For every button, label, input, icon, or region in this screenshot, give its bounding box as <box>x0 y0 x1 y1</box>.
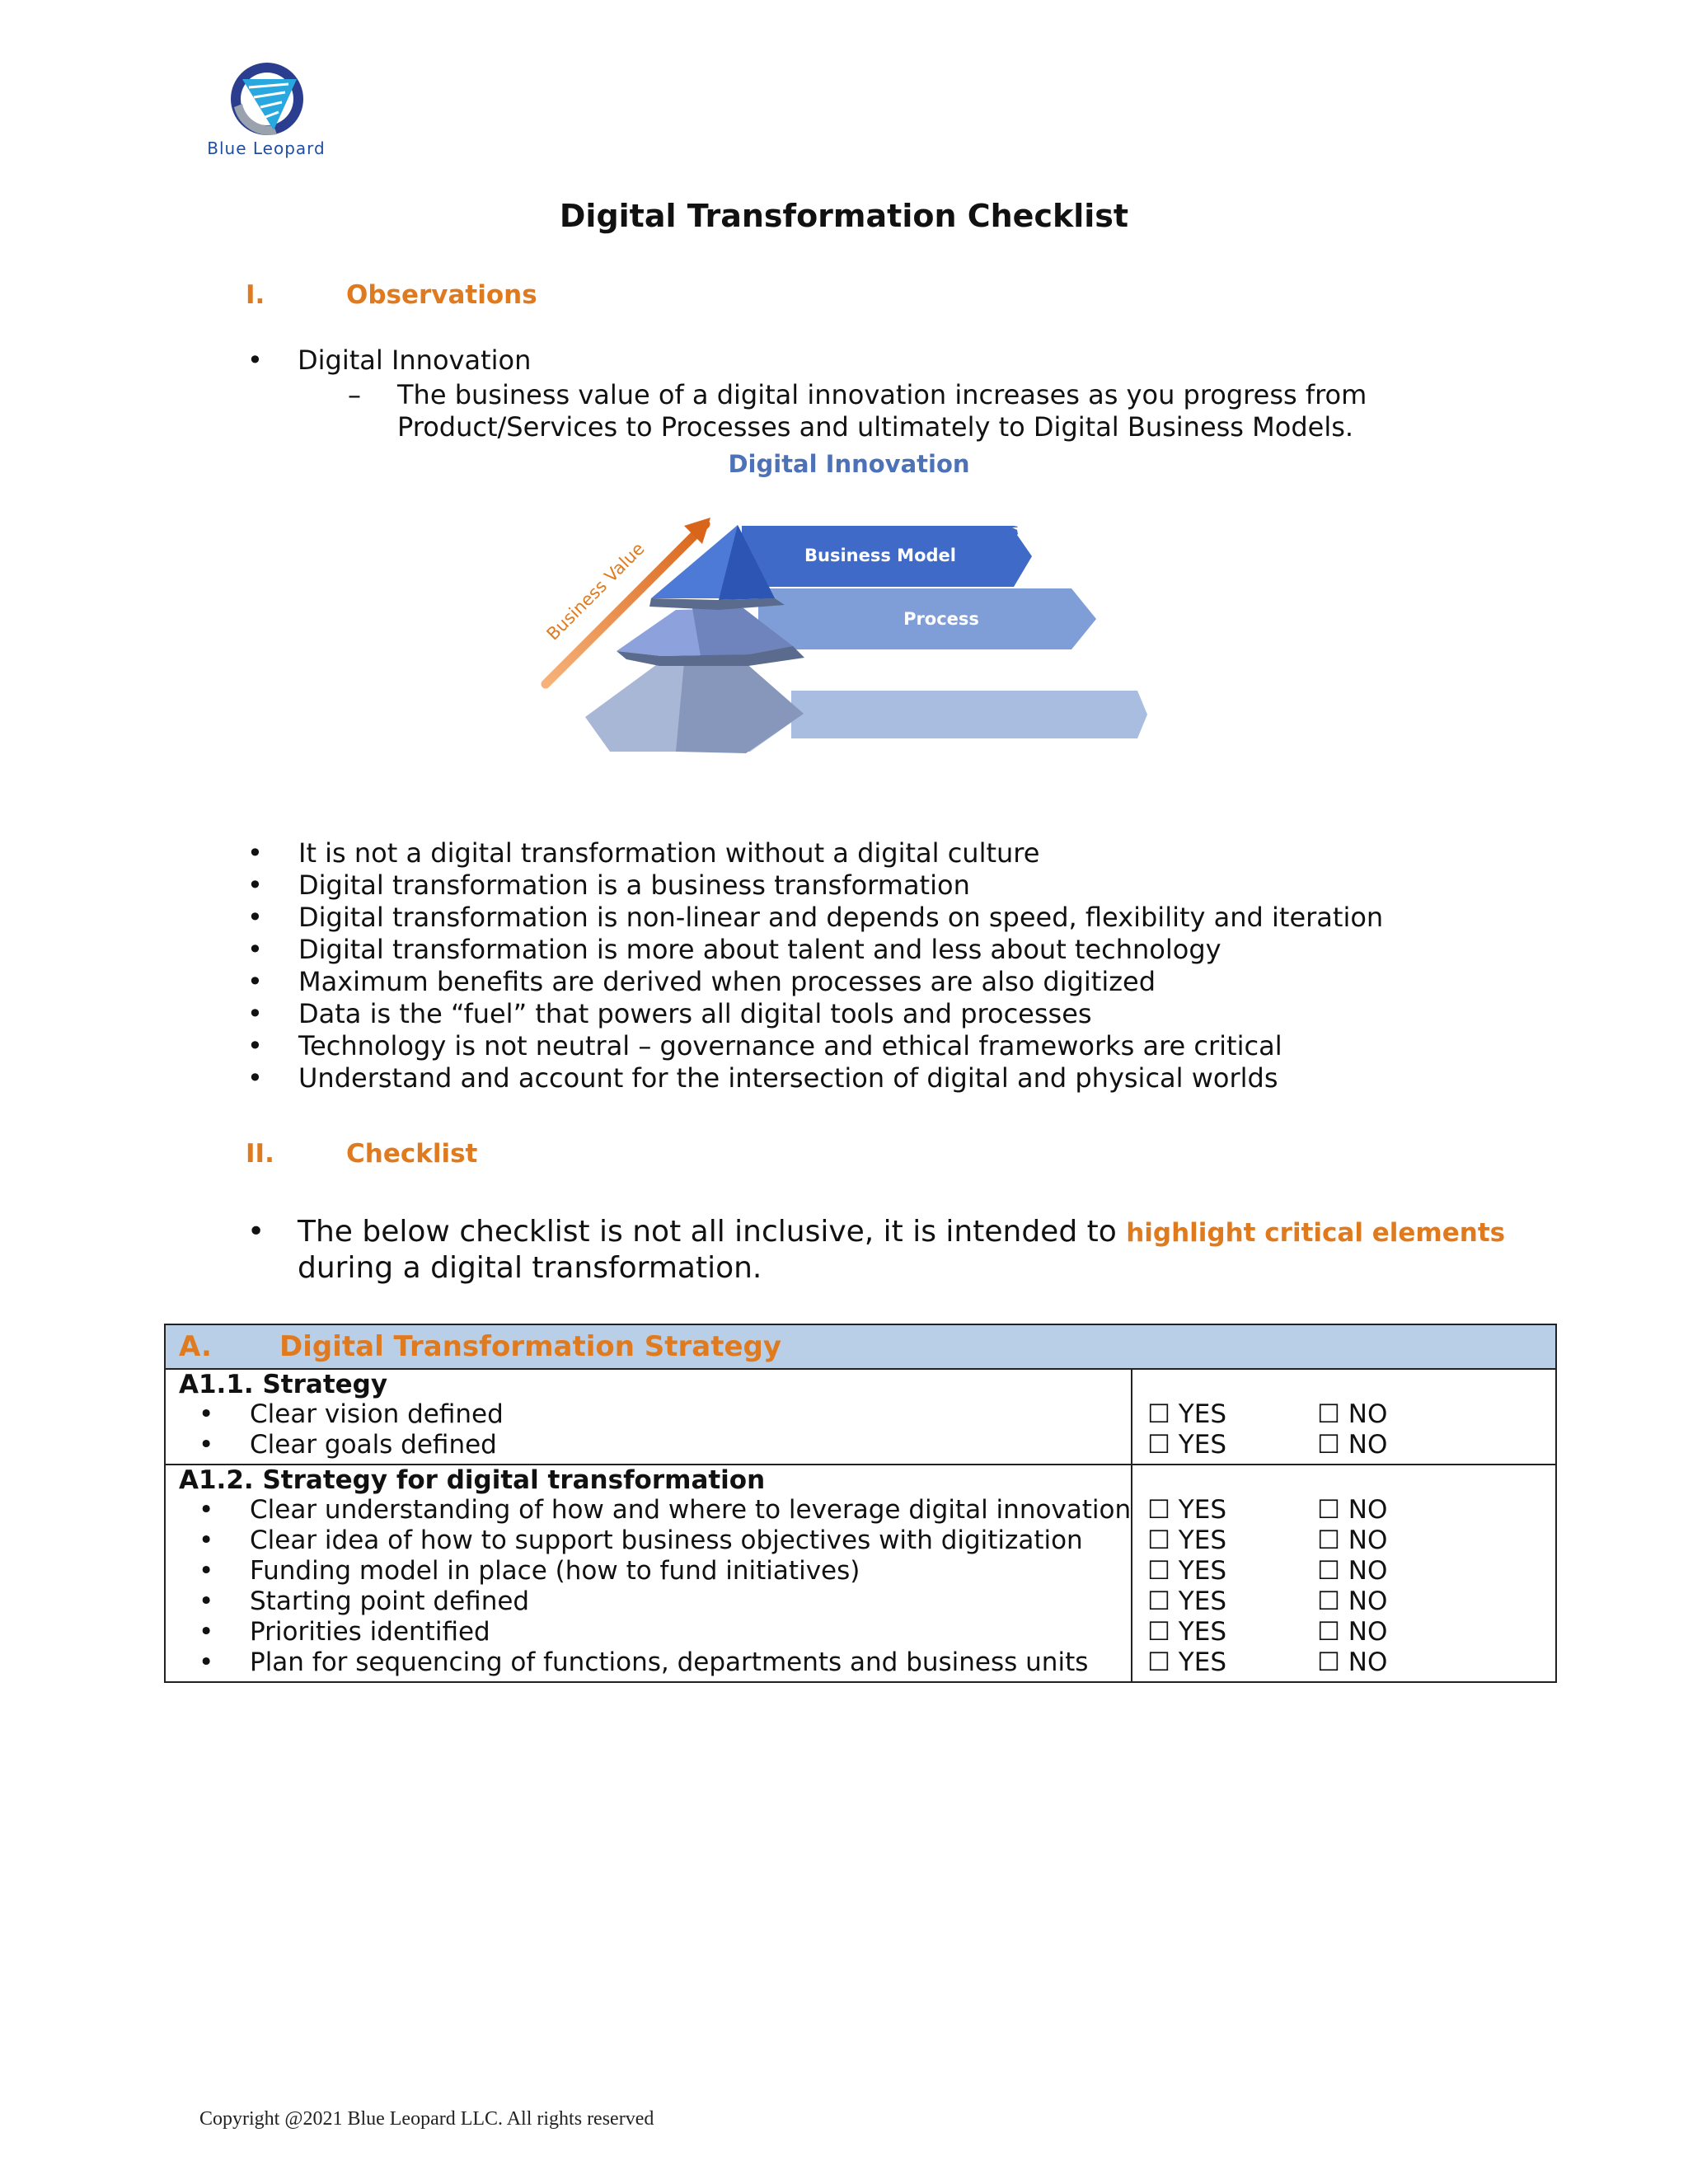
yes-checkbox[interactable]: ☐ YES <box>1147 1399 1227 1429</box>
yes-checkbox[interactable]: ☐ YES <box>1147 1430 1227 1460</box>
list-item: • Data is the “fuel” that powers all digital tools and processes <box>246 998 1482 1030</box>
no-checkbox[interactable]: ☐ NO <box>1317 1430 1388 1460</box>
yes-checkbox[interactable]: ☐ YES <box>1147 1556 1227 1586</box>
page-title: Digital Transformation Checklist <box>559 198 1129 234</box>
list-item: • Digital transformation is more about talent and less about technology <box>246 934 1482 966</box>
yes-checkbox[interactable]: ☐ YES <box>1147 1495 1227 1525</box>
yes-checkbox[interactable]: ☐ YES <box>1147 1617 1227 1647</box>
no-checkbox[interactable]: ☐ NO <box>1317 1399 1388 1429</box>
table-letter: A. <box>179 1330 212 1363</box>
section-1-number: I. <box>246 280 265 310</box>
table-title: Digital Transformation Strategy <box>279 1330 782 1363</box>
logo-text: Blue Leopard <box>207 138 326 158</box>
table-row <box>165 1465 1556 1682</box>
intro-text: The below checklist is not all inclusive, it is intended to <box>298 1215 1117 1249</box>
list-item: • It is not a digital transformation without a digital culture <box>246 837 1482 869</box>
copyright-footer: Copyright @2021 Blue Leopard LLC. All rights reserved <box>199 2108 654 2130</box>
product-service-chevron <box>791 691 1147 738</box>
list-item: • Starting point defined <box>166 1586 1131 1617</box>
list-item: • Clear idea of how to support business objectives with digitization <box>166 1526 1131 1556</box>
list-item: • Digital transformation is non-linear and depends on speed, flexibility and iteration <box>246 902 1482 934</box>
product-service-label: Product/Service <box>926 671 1081 691</box>
list-item: • Clear understanding of how and where to leverage digital innovation <box>166 1495 1131 1526</box>
innovation-bullet: Digital Innovation <box>298 344 532 376</box>
checklist-table <box>164 1324 1557 1683</box>
innovation-sub-line2: Product/Services to Processes and ultimately to Digital Business Models. <box>397 411 1354 443</box>
innovation-sub-line1: The business value of a digital innovation increases as you progress from <box>397 379 1367 410</box>
bullet-icon: • <box>247 1215 265 1249</box>
section-2-number: II. <box>246 1139 274 1169</box>
intro-highlight: highlight critical elements <box>1126 1218 1506 1248</box>
list-item: • Maximum benefits are derived when processes are also digitized <box>246 966 1482 998</box>
yes-checkbox[interactable]: ☐ YES <box>1147 1647 1227 1677</box>
no-checkbox[interactable]: ☐ NO <box>1317 1617 1388 1647</box>
process-label: Process <box>903 609 979 629</box>
diagram-title: Digital Innovation <box>728 450 970 478</box>
checklist-intro <box>298 1215 1505 1249</box>
list-item: • Understand and account for the intersection of digital and physical worlds <box>246 1062 1482 1094</box>
bullet-icon: • <box>247 344 263 376</box>
list-item: • Clear goals defined <box>166 1430 1131 1460</box>
yes-checkbox[interactable]: ☐ YES <box>1147 1586 1227 1616</box>
section-1-title: Observations <box>346 280 537 310</box>
no-checkbox[interactable]: ☐ NO <box>1317 1647 1388 1677</box>
yes-checkbox[interactable]: ☐ YES <box>1147 1526 1227 1555</box>
group-title: A1.1. Strategy <box>179 1370 388 1399</box>
list-item: • Technology is not neutral – governance and ethical frameworks are critical <box>246 1030 1482 1062</box>
observations-list <box>246 837 1482 1094</box>
no-checkbox[interactable]: ☐ NO <box>1317 1526 1388 1555</box>
section-2-title: Checklist <box>346 1139 478 1169</box>
intro-text-2: during a digital transformation. <box>298 1251 762 1285</box>
no-checkbox[interactable]: ☐ NO <box>1317 1586 1388 1616</box>
list-item: • Clear vision defined <box>166 1399 1131 1430</box>
list-item: • Funding model in place (how to fund initiatives) <box>166 1556 1131 1586</box>
business-value-label: Business Value <box>542 538 649 644</box>
list-item: • Priorities identified <box>166 1617 1131 1647</box>
no-checkbox[interactable]: ☐ NO <box>1317 1556 1388 1586</box>
business-model-label: Business Model <box>804 546 956 565</box>
table-header <box>165 1324 1556 1369</box>
digital-innovation-diagram <box>528 445 1187 808</box>
dash-icon: – <box>348 379 361 410</box>
group-title: A1.2. Strategy for digital transformation <box>179 1465 766 1495</box>
list-item: • Digital transformation is a business transformation <box>246 869 1482 902</box>
table-row <box>165 1369 1556 1465</box>
no-checkbox[interactable]: ☐ NO <box>1317 1495 1388 1525</box>
list-item: • Plan for sequencing of functions, departments and business units <box>166 1647 1131 1678</box>
